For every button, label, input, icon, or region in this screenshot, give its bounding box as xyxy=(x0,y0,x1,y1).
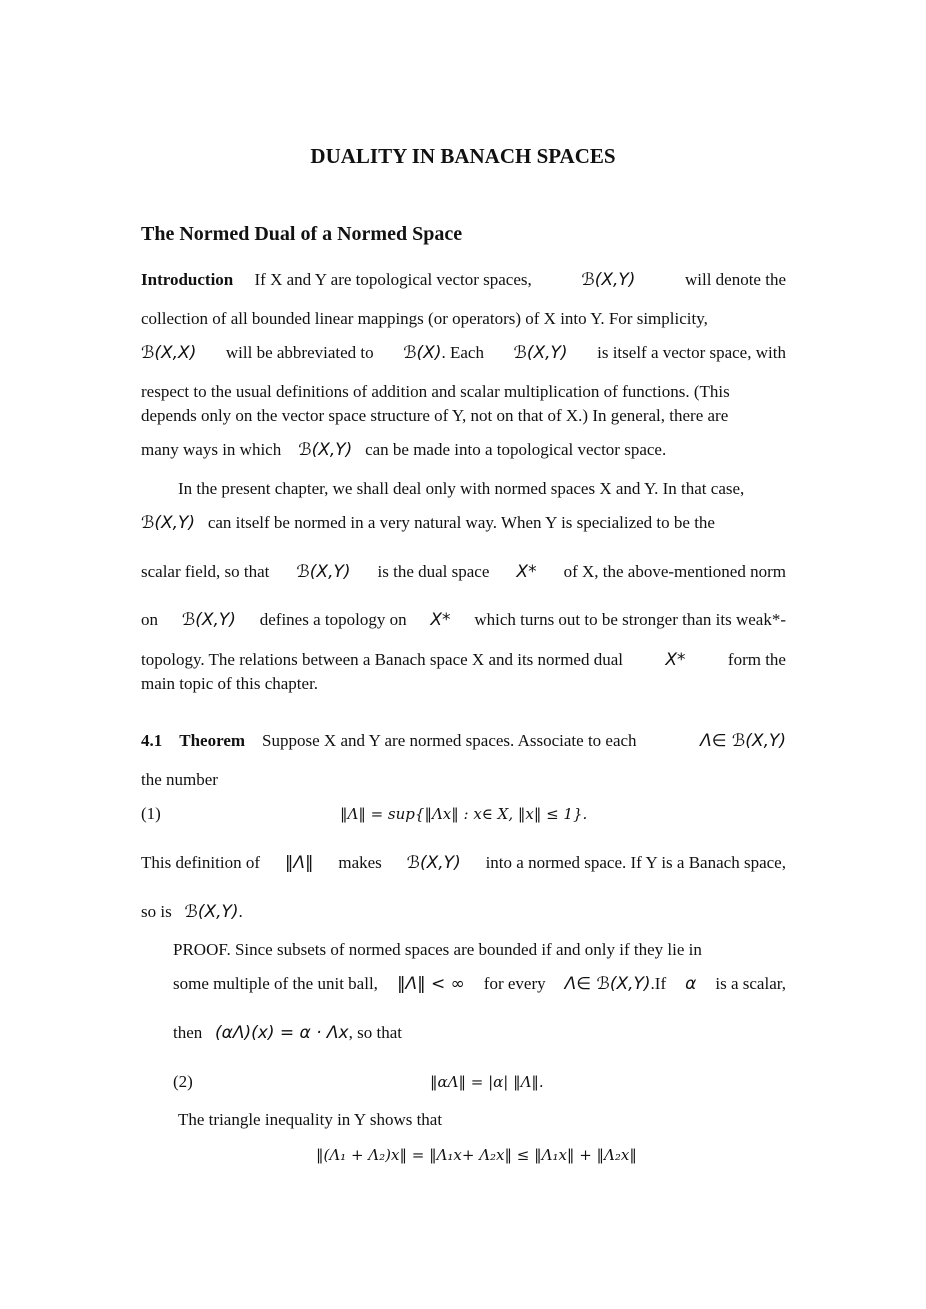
equation-1: ‖Λ‖ = sup{‖Λx‖ : x∈ X, ‖x‖ ≤ 1}. xyxy=(340,805,588,823)
intro-line-3: ℬ(X,X) will be abbreviated to ℬ(X). Each ℬ(X,Y) is itself a vector space, with xyxy=(141,343,786,363)
para2-line-3: scalar field, so that ℬ(X,Y) is the dual space X* of X, the above-mentioned norm xyxy=(141,562,786,582)
para2-line-2: ℬ(X,Y) can itself be normed in a very natural way. When Y is specialized to be the xyxy=(141,513,715,533)
theorem-line-3: This definition of ‖Λ‖ makes ℬ(X,Y) into a normed space. If Y is a Banach space, xyxy=(141,853,786,873)
para2-line-6: main topic of this chapter. xyxy=(141,674,319,693)
theorem-line-1: 4.1 Theorem Suppose X and Y are normed spaces. Associate to each Λ∈ ℬ(X,Y) xyxy=(141,731,786,751)
equation-1-label: (1) xyxy=(141,804,161,823)
page-title: DUALITY IN BANACH SPACES xyxy=(310,144,616,168)
proof-line-4: The triangle inequality in Y shows that xyxy=(178,1110,443,1129)
section-heading: The Normed Dual of a Normed Space xyxy=(141,223,463,245)
proof-line-3: then (αΛ)(x) = α · Λx, so that xyxy=(173,1023,402,1043)
theorem-line-2: the number xyxy=(141,770,218,789)
proof-line-2: some multiple of the unit ball, ‖Λ‖ < ∞ for every Λ∈ ℬ(X,Y).If α is a scalar, xyxy=(173,974,786,994)
theorem-label: Theorem xyxy=(179,731,246,750)
math-BXY: ℬ(X,Y) xyxy=(581,270,636,290)
intro-label: Introduction xyxy=(141,270,234,289)
para2-line-5: topology. The relations between a Banach space X and its normed dual X* form the xyxy=(141,650,786,670)
intro-line-6: many ways in which ℬ(X,Y) can be made into a topological vector space. xyxy=(141,440,667,460)
intro-line-1: Introduction If X and Y are topological vector spaces, ℬ(X,Y) will denote the xyxy=(141,270,786,290)
equation-2: ‖αΛ‖ = |α| ‖Λ‖. xyxy=(430,1073,544,1091)
intro-line-2: collection of all bounded linear mappings (or operators) of X into Y. For simplicity, xyxy=(141,309,708,328)
para2-line-1: In the present chapter, we shall deal only with normed spaces X and Y. In that case, xyxy=(178,479,745,498)
proof-line-1: PROOF. Since subsets of normed spaces are bounded if and only if they lie in xyxy=(173,940,702,959)
intro-line-5: depends only on the vector space structure of Y, not on that of X.) In general, there are xyxy=(141,406,729,425)
intro-line-4: respect to the usual definitions of addition and scalar multiplication of functions. (This xyxy=(141,382,730,401)
theorem-line-4: so is ℬ(X,Y). xyxy=(141,902,243,922)
theorem-number: 4.1 xyxy=(141,731,163,750)
equation-3: ‖(Λ₁ + Λ₂)x‖ = ‖Λ₁x+ Λ₂x‖ ≤ ‖Λ₁x‖ + ‖Λ₂x‖ xyxy=(316,1146,637,1164)
equation-2-label: (2) xyxy=(173,1072,193,1091)
para2-line-4: on ℬ(X,Y) defines a topology on X* which turns out to be stronger than its weak*- xyxy=(141,610,786,630)
